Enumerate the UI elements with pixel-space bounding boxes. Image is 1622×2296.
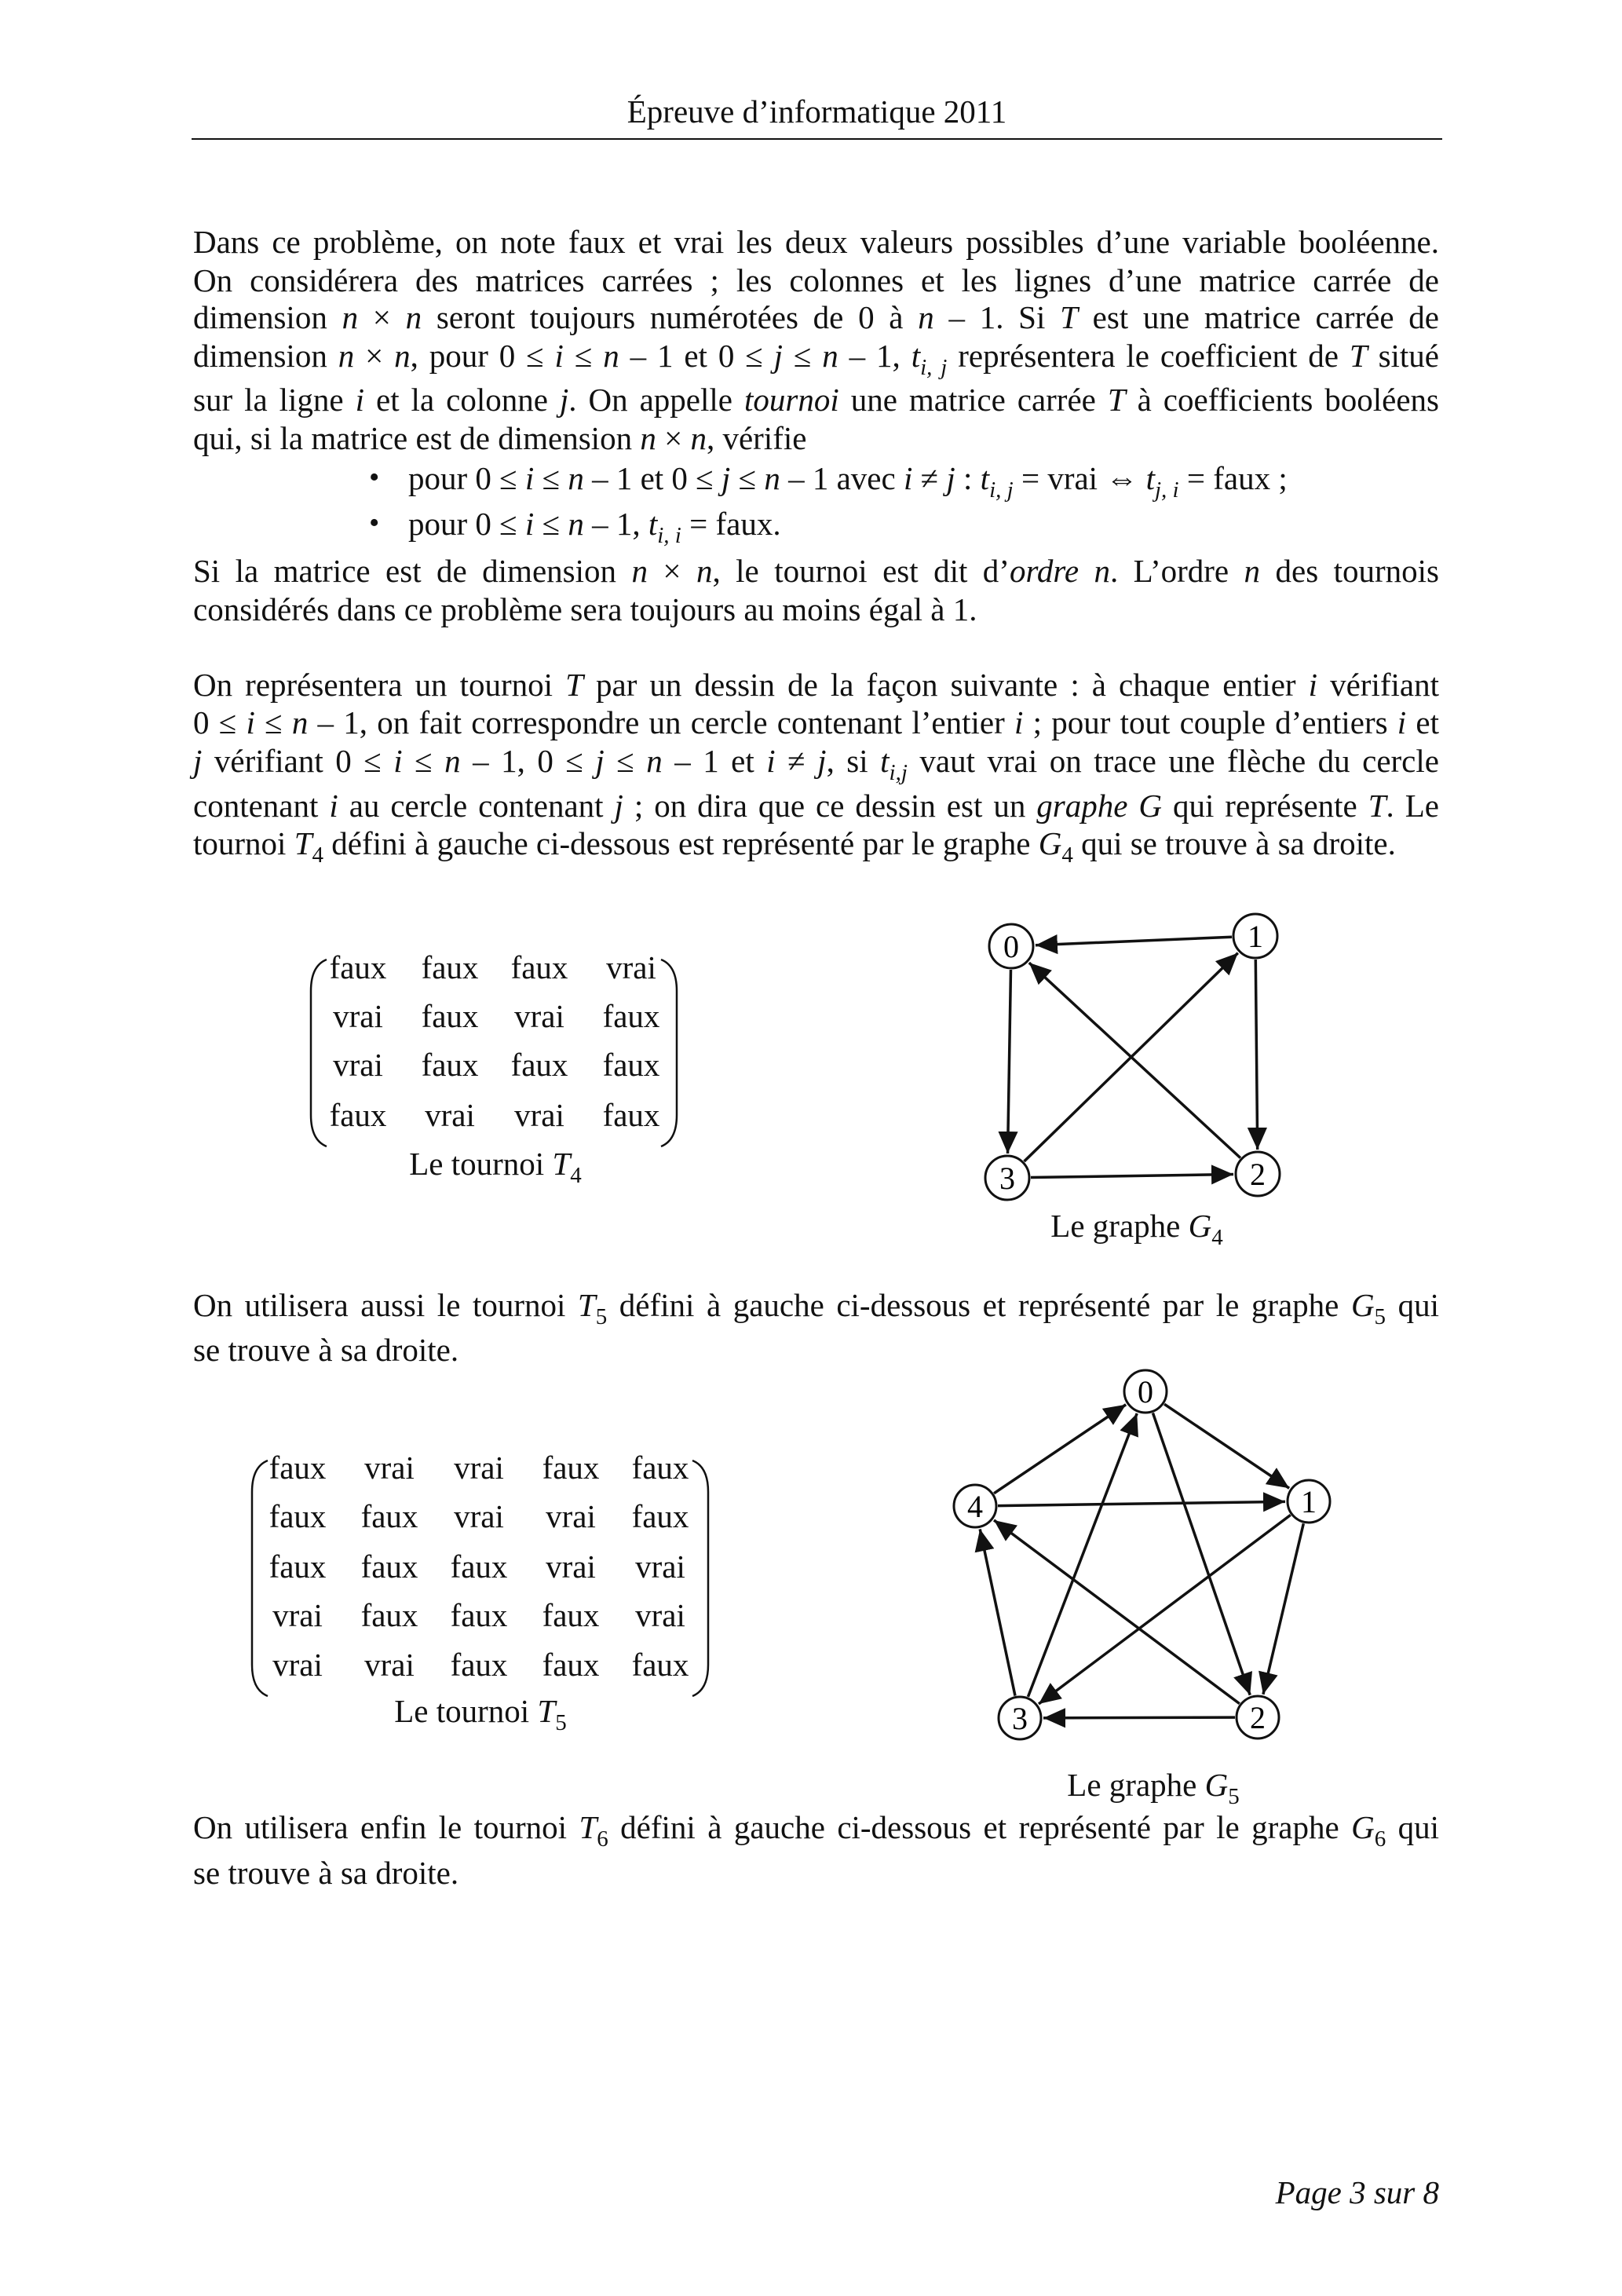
edge-arrow [1036, 937, 1232, 945]
italic-run: n [1244, 553, 1261, 589]
text-run: ≤ [730, 460, 765, 496]
italic-run: T [1368, 788, 1386, 824]
text-run: On considérera des matrices carrées ; les colonnes et les lignes d’une matrice carrée de [193, 262, 1439, 298]
caption-symbol: T [537, 1693, 556, 1729]
caption-text: Le graphe [1050, 1208, 1189, 1244]
t4-cell: faux [602, 1097, 660, 1133]
text-run: – 1 et 0 ≤ [619, 338, 774, 374]
t5-cell: vrai [364, 1450, 415, 1486]
text-run: × [656, 420, 691, 456]
text-run: = faux. [681, 506, 781, 542]
italic-run: i [524, 506, 535, 542]
text-run: au cercle contenant [338, 788, 615, 824]
italic-run: j [595, 743, 605, 779]
text-run: à coefficients booléens [1125, 382, 1440, 418]
t5-cell: faux [450, 1548, 508, 1585]
caption-subscript: 4 [1211, 1225, 1223, 1250]
text-run: représentera le coefficient de [947, 338, 1350, 374]
subscript: i, j [920, 355, 948, 380]
italic-run: i [903, 460, 913, 496]
edge-arrow [1008, 970, 1011, 1153]
text-run: On utilisera enfin le tournoi [193, 1809, 579, 1845]
left-parenthesis [311, 960, 327, 1146]
t4-cell: faux [602, 1047, 660, 1083]
caption-symbol: T [552, 1146, 571, 1182]
subscript: 5 [595, 1304, 608, 1329]
italic-run: i [329, 788, 338, 824]
text-run: vaut vrai on trace une flèche du cercle [907, 743, 1439, 779]
page-header-title: Épreuve d’informatique 2011 [627, 93, 1007, 130]
edge-arrow [1039, 1515, 1291, 1704]
t5-cell: faux [542, 1647, 600, 1683]
subscript: 6 [1374, 1826, 1386, 1852]
text-run: ≠ [775, 743, 818, 779]
t4-cell: faux [329, 949, 387, 985]
node-label: 0 [1003, 929, 1019, 964]
italic-run: T [1060, 299, 1078, 335]
t5-cell: faux [360, 1548, 418, 1585]
t4-cell: faux [421, 998, 479, 1034]
t4-cell: vrai [425, 1097, 475, 1133]
t4-cell: vrai [333, 998, 383, 1034]
node-label: 0 [1138, 1374, 1153, 1409]
text-run: est une matrice carrée de [1077, 299, 1440, 335]
edge-arrow [1029, 963, 1240, 1158]
text-run: , si [826, 743, 881, 779]
italic-run: j [721, 460, 731, 496]
text-run: seront toujours numérotées de 0 à [422, 299, 919, 335]
text-run: dimension [193, 299, 342, 335]
italic-run: i [1014, 704, 1024, 740]
caption-symbol: G [1188, 1208, 1212, 1244]
italic-run: n [690, 420, 707, 456]
t5-cell: vrai [454, 1498, 504, 1534]
t5-cell: faux [360, 1597, 418, 1633]
edge-arrow [1164, 1404, 1289, 1488]
text-run: vérifiant [1317, 667, 1439, 703]
italic-run: n [291, 704, 309, 740]
subscript: 6 [597, 1826, 608, 1852]
italic-run: t [911, 338, 921, 374]
italic-run: T [577, 1287, 596, 1323]
t5-cell: vrai [454, 1450, 504, 1486]
italic-run: j [817, 743, 827, 779]
t4-cell: vrai [606, 949, 656, 985]
t5-cell: vrai [272, 1647, 323, 1683]
text-run: pour 0 ≤ [408, 506, 525, 542]
t5-cell: vrai [635, 1597, 685, 1633]
t5-cell: faux [269, 1498, 327, 1534]
text-run: . Le [1386, 788, 1439, 824]
text-run: et la colonne [364, 382, 560, 418]
text-run: qui [1386, 1809, 1439, 1845]
t4-cell: vrai [514, 998, 564, 1034]
caption-text: Le tournoi [409, 1146, 553, 1182]
t4-cell: faux [421, 949, 479, 985]
t5-cell: faux [269, 1548, 327, 1585]
italic-run: n [918, 299, 934, 335]
italic-run: i [1308, 667, 1318, 703]
subscript: i,j [889, 760, 908, 785]
t5-cell: faux [360, 1498, 418, 1534]
node-label: 1 [1248, 919, 1263, 954]
text-run: – 1 et [662, 743, 767, 779]
text-run: × [647, 553, 696, 589]
t4-cell: vrai [514, 1097, 564, 1133]
text-run: par un dessin de la façon suivante : à chaque entier [583, 667, 1309, 703]
italic-run: n [405, 299, 422, 335]
italic-run: i [554, 338, 564, 374]
t5-cell: faux [542, 1597, 600, 1633]
caption-subscript: 5 [555, 1710, 567, 1735]
italic-run: i [766, 743, 776, 779]
text-run: On représentera un tournoi [193, 667, 566, 703]
italic-run: n [394, 338, 411, 374]
subscript: 4 [312, 843, 323, 868]
text-run: ; on dira que ce dessin est un [623, 788, 1037, 824]
edge-arrow [994, 1520, 1240, 1704]
italic-run: i [246, 704, 255, 740]
text-run: Si la matrice est de dimension [193, 553, 632, 589]
t4-cell: faux [329, 1097, 387, 1133]
text-run: – 1, on fait correspondre un cercle contenant l’entier [308, 704, 1014, 740]
t5-cell: vrai [546, 1498, 596, 1534]
italic-run: T [1349, 338, 1368, 374]
text-run: × [354, 338, 395, 374]
t5-cell: vrai [635, 1548, 685, 1585]
text-run: : [955, 460, 981, 496]
italic-run: G [1038, 825, 1062, 861]
text-run: – 1, [583, 506, 648, 542]
text-run: une matrice carrée [838, 382, 1108, 418]
text-run: – 1 avec [780, 460, 904, 496]
left-parenthesis [252, 1461, 268, 1696]
text-run: , vérifie [706, 420, 807, 456]
subscript: i, j [989, 477, 1014, 503]
text-run: qui [1386, 1287, 1439, 1323]
caption-text: Le tournoi [394, 1693, 538, 1729]
text-run: ≤ [783, 338, 823, 374]
caption-symbol: G [1204, 1767, 1229, 1803]
edge-arrow [1028, 1413, 1137, 1697]
text-run: ≠ [912, 460, 947, 496]
text-run: – 1 et 0 ≤ [583, 460, 721, 496]
text-run: qui se trouve à sa droite. [1072, 825, 1396, 861]
text-run: ≤ [604, 743, 647, 779]
node-label: 2 [1250, 1157, 1266, 1192]
edge-arrow [994, 1405, 1126, 1493]
text-run: ≤ [534, 460, 568, 496]
text-run: considérés dans ce problème sera toujours au moins égal à 1. [193, 591, 977, 627]
italic-run: j [559, 382, 569, 418]
right-parenthesis [661, 960, 677, 1146]
text-run: se trouve à sa droite. [193, 1855, 459, 1891]
subscript: 4 [1061, 843, 1073, 868]
text-run: défini à gauche ci-dessous est représenté par le graphe [323, 825, 1039, 861]
italic-run: n [444, 743, 461, 779]
caption-text: Le graphe [1067, 1767, 1205, 1803]
t5-cell: faux [631, 1450, 689, 1486]
t4-cell: faux [421, 1047, 479, 1083]
t4-cell: faux [510, 1047, 568, 1083]
italic-run: t [1145, 460, 1155, 496]
t5-cell: faux [631, 1498, 689, 1534]
text-run: qui représente [1162, 788, 1368, 824]
text-run: tournoi [193, 825, 294, 861]
t5-cell: faux [450, 1597, 508, 1633]
t5-cell: faux [631, 1647, 689, 1683]
node-label: 2 [1250, 1700, 1266, 1735]
text-run: ≤ [534, 506, 568, 542]
text-run: pour 0 ≤ [408, 460, 525, 496]
edge-arrow [1031, 1174, 1233, 1177]
caption-subscript: 5 [1228, 1784, 1240, 1809]
italic-run: n [822, 338, 838, 374]
text-run: 0 ≤ [193, 704, 247, 740]
italic-run: j [614, 788, 623, 824]
t5-cell: vrai [546, 1548, 596, 1585]
italic-run: G [1350, 1287, 1375, 1323]
text-run: situé [1367, 338, 1440, 374]
text-run: ≤ [563, 338, 604, 374]
text-run: . L’ordre [1109, 553, 1244, 589]
t5-cell: faux [269, 1450, 327, 1486]
text-run: qui, si la matrice est de dimension [193, 420, 641, 456]
text-run: × [358, 299, 406, 335]
italic-run: n [568, 506, 584, 542]
text-run: – 1. Si [933, 299, 1061, 335]
edge-arrow [980, 1529, 1015, 1695]
subscript: i, i [657, 523, 681, 548]
edge-arrow [1263, 1523, 1303, 1695]
edge-arrow [998, 1501, 1285, 1505]
text-run: contenant [193, 788, 330, 824]
italic-run: j [773, 338, 784, 374]
text-run: vérifiant 0 ≤ [202, 743, 394, 779]
text-run: des tournois [1260, 553, 1439, 589]
italic-run: t [648, 506, 658, 542]
t5-cell: vrai [272, 1597, 323, 1633]
italic-run: n [631, 553, 648, 589]
italic-run: i [524, 460, 535, 496]
italic-run: n [696, 553, 713, 589]
text-run: . On appelle [568, 382, 744, 418]
subscript: j, i [1154, 477, 1179, 503]
t4-cell: vrai [333, 1047, 383, 1083]
italic-run: n [342, 299, 359, 335]
text-run: défini à gauche ci-dessous et représenté par le graphe [608, 1809, 1352, 1845]
edge-arrow [1043, 1717, 1235, 1718]
node-label: 1 [1301, 1484, 1317, 1519]
node-label: 3 [999, 1161, 1015, 1196]
node-label: 4 [967, 1489, 983, 1524]
text-run: – 1, 0 ≤ [460, 743, 596, 779]
italic-run: n [603, 338, 619, 374]
right-parenthesis [692, 1461, 708, 1696]
italic-run: n [764, 460, 780, 496]
text-run: = faux ; [1178, 460, 1288, 496]
italic-run: n [646, 743, 663, 779]
t4-cell: faux [510, 949, 568, 985]
italic-run: j [193, 743, 203, 779]
italic-run: T [565, 667, 583, 703]
caption-subscript: 4 [570, 1163, 582, 1188]
italic-run: i [393, 743, 403, 779]
text-run: et [1406, 704, 1439, 740]
t4-cell: faux [602, 998, 660, 1034]
italic-run: i [1397, 704, 1407, 740]
text-run: ; pour tout couple d’entiers [1023, 704, 1397, 740]
italic-run: G [1351, 1809, 1375, 1845]
text-run: se trouve à sa droite. [193, 1332, 459, 1368]
text-run: – 1, [838, 338, 911, 374]
bullet: • [369, 461, 380, 494]
italic-run: n [640, 420, 656, 456]
italic-run: n [568, 460, 584, 496]
italic-run: t [980, 460, 990, 496]
text-run: sur la ligne [193, 382, 356, 418]
text-run: = vrai ⇔ [1013, 460, 1146, 496]
text-run: On utilisera aussi le tournoi [193, 1287, 578, 1323]
t5-cell: faux [542, 1450, 600, 1486]
italic-run: T [579, 1809, 597, 1845]
subscript: 5 [1374, 1304, 1386, 1329]
italic-run: n [338, 338, 355, 374]
italic-run: T [294, 825, 312, 861]
t5-cell: faux [450, 1647, 508, 1683]
t5-cell: vrai [364, 1647, 415, 1683]
italic-run: t [880, 743, 890, 779]
node-label: 3 [1012, 1701, 1028, 1736]
text-run: défini à gauche ci-dessous et représenté par le graphe [607, 1287, 1351, 1323]
edge-arrow [1255, 960, 1257, 1150]
text-run: , pour 0 ≤ [410, 338, 555, 374]
italic-run: graphe G [1036, 788, 1162, 824]
edge-arrow [1153, 1413, 1250, 1695]
italic-run: ordre n [1009, 553, 1110, 589]
italic-run: j [946, 460, 955, 496]
text-run: ≤ [402, 743, 445, 779]
page-number: Page 3 sur 8 [1275, 2174, 1439, 2210]
text-run: Dans ce problème, on note faux et vrai les deux valeurs possibles d’une variable booléenne. [193, 224, 1439, 260]
italic-run: tournoi [743, 382, 839, 418]
italic-run: T [1107, 382, 1126, 418]
text-run: dimension [193, 338, 338, 374]
bullet: • [369, 506, 380, 539]
text-run: ≤ [254, 704, 292, 740]
italic-run: i [355, 382, 365, 418]
text-run: , le tournoi est dit d’ [712, 553, 1010, 589]
